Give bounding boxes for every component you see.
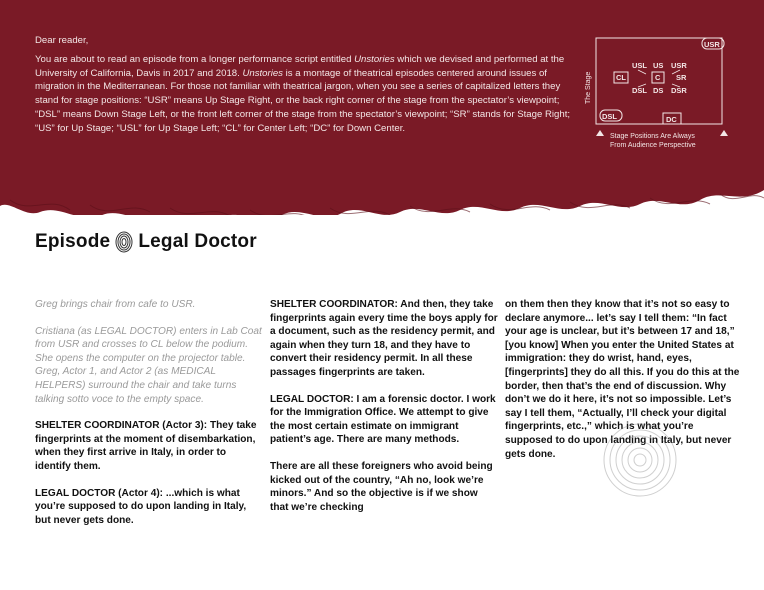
fingerprint-icon <box>115 231 133 253</box>
dialogue-line: SHELTER COORDINATOR: And then, they take fingerprints again every time the boys apply for a document, such as the residency permit, and again when they turn 18, and they have to convert their residency permit. In all these passages fingerprints are taken. <box>270 299 498 378</box>
episode-name: Legal Doctor <box>138 231 257 252</box>
intro-text-1: You are about to read an episode from a longer performance script entitled <box>35 53 355 65</box>
dialogue-line: LEGAL DOCTOR: I am a forensic doctor. I work for the Immigration Office. We attempt to give the most certain estimate on immigrant patient’s age. There are many methods. <box>270 393 496 446</box>
stage-label-cl: CL <box>616 73 626 82</box>
greeting: Dear reader, <box>35 35 89 46</box>
stage-label-usr: USR <box>671 61 687 70</box>
stage-direction: Greg brings chair from cafe to USR. <box>35 299 196 310</box>
stage-caption-line-1: Stage Positions Are Always <box>610 133 695 140</box>
stage-label-dc: DC <box>666 115 677 124</box>
stage-label-ds: DS <box>653 86 664 95</box>
stage-label-dsr: DSR <box>671 86 687 95</box>
stage-label-us: US <box>653 61 664 70</box>
stage-caption-line-2: From Audience Perspective <box>610 142 696 149</box>
episode-word: Episode <box>35 231 111 252</box>
stage-label-dsl-corner: DSL <box>602 112 617 121</box>
intro-letter <box>35 34 580 141</box>
intro-paragraph <box>35 53 580 136</box>
stage-direction: Cristiana (as LEGAL DOCTOR) enters in Lab Coat from USR and crosses to CL below the podium. She opens the computer on the projector table. Greg, Actor 1, and Actor 2 (as MEDICAL HELPERS) surround the chair and take turns talking sotto voce to the empty space. <box>35 325 262 405</box>
dialogue-line: LEGAL DOCTOR (Actor 4): ...which is what you’re supposed to do upon landing in Italy, but never gets done. <box>35 487 247 526</box>
intro-text-2: which we devised and performed at the University of California, Davis in 2017 and 2018. <box>35 53 565 79</box>
stage-label-dsl: DSL <box>632 86 647 95</box>
stage-label-usl: USL <box>632 61 647 70</box>
header-banner <box>0 0 764 215</box>
dialogue-line: on them then they know that it’s not so easy to declare anymore... let’s say I tell them: “In fact your age is unclear, but it’s between 17 and 18,” [you know] When you enter the United States at immigration: they do wrist, hand, eyes, [fingerprints] they do all this. If you do this at the border, then that’s the end of discussion. Why don’t we do it here, it’s not so impossible. Let’s say I tell them, “Actually, I’ll check your digital fingerprints, etc.,” which is what you’re supposed to do upon landing in Italy, but never gets done. <box>505 299 740 460</box>
script-column-2 <box>270 298 498 527</box>
stage-label-c: C <box>655 73 661 82</box>
stage-label-usr-corner: USR <box>704 40 720 49</box>
script-column-1 <box>35 298 263 540</box>
dialogue-line: There are all these foreigners who avoid being kicked out of the country, “Ah no, look we’re minors.” And so the objective is if we show that we’re checking <box>270 460 493 513</box>
stage-label-sr: SR <box>676 73 687 82</box>
intro-text-3: is a montage of theatrical episodes centered around issues of migration in the Mediterranean. For those not familiar with theatrical jargon, when you see a series of capitalized letters they stand for stage positions: “USR” means Up Stage Right, or the back right corner of the stage from the spectator’s viewpoint; “DSL” means Down Stage Left, or the front left corner of the stage from the spectator’s viewpoint; “SR” stands for Stage Right; “US” for Up Stage; “USL” for Up Stage Left; “CL” for Center Left; “DC” for Down Center. <box>35 67 571 134</box>
dialogue-line: SHELTER COORDINATOR (Actor 3): They take fingerprints at the moment of disembarkation, when they first arrive in Italy, in order to identify them. <box>35 420 257 472</box>
unstories-title-2: Unstories <box>242 67 283 79</box>
stage-positions-diagram <box>580 34 730 154</box>
stage-side-label: The Stage <box>585 71 592 104</box>
episode-title <box>35 231 257 253</box>
fingerprint-watermark-icon <box>600 420 680 500</box>
unstories-title-1: Unstories <box>354 53 395 65</box>
fingerprint-texture-edge <box>0 160 764 215</box>
